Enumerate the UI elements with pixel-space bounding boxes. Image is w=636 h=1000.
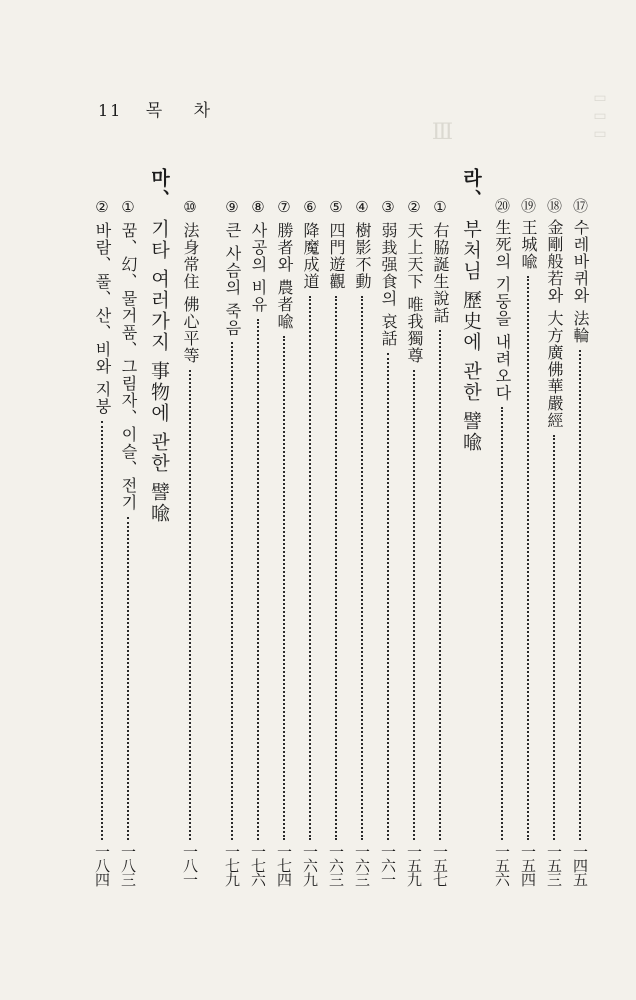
entry-number: ⑤: [327, 198, 345, 216]
entry-page: 一八三: [119, 844, 137, 886]
section-label: 마、: [148, 168, 170, 210]
dot-leader: [413, 370, 415, 840]
entry-number: ③: [379, 198, 397, 216]
dot-leader: [439, 330, 441, 840]
toc-entry[interactable]: [350, 198, 374, 886]
page-header: [98, 96, 234, 121]
entry-page: 一八一: [181, 844, 199, 886]
section-label: 라、: [460, 168, 482, 210]
header-title-b: 차: [193, 101, 213, 121]
toc-entry[interactable]: [324, 198, 348, 886]
dot-leader: [189, 370, 191, 840]
dot-leader: [127, 517, 129, 840]
dot-leader: [335, 296, 337, 840]
entry-page: 一五三: [545, 844, 563, 886]
dot-leader: [553, 435, 555, 840]
entry-page: 一六九: [301, 844, 319, 886]
entry-page: 一六一: [379, 844, 397, 886]
entry-page: 一六三: [353, 844, 371, 886]
dot-leader: [361, 296, 363, 840]
entry-number: ⑱: [545, 198, 563, 213]
entry-page: 一七四: [275, 844, 293, 886]
entry-number: ⑩: [181, 198, 199, 216]
entry-number: ⑳: [493, 198, 511, 213]
entry-page: 一八四: [93, 844, 111, 886]
toc-entry[interactable]: [272, 198, 296, 886]
entry-number: ⑥: [301, 198, 319, 216]
toc-entry[interactable]: [90, 198, 114, 886]
entry-title: 바람、풀、산、비와 지붕: [93, 222, 112, 416]
dot-leader: [231, 342, 233, 840]
entry-title: 天上天下 唯我獨尊: [405, 222, 424, 365]
toc-entry[interactable]: [402, 198, 426, 886]
toc-entry[interactable]: [490, 198, 514, 886]
entry-title: 수레바퀴와 法輪: [571, 219, 590, 345]
section-title: 부처님 歷史에 관한 譬喩: [460, 218, 482, 453]
section-heading-ra: [458, 168, 485, 453]
entry-number: ①: [119, 198, 137, 216]
entry-number: ②: [405, 198, 423, 216]
page-number: 11: [98, 101, 123, 120]
dot-leader: [283, 336, 285, 840]
dot-leader: [257, 319, 259, 840]
entry-title: 꿈、幻、물거품、그림자、이슬、전기: [119, 222, 138, 511]
entry-page: 一五六: [493, 844, 511, 886]
bleed-through-text: Ⅲ: [430, 120, 455, 147]
entry-title: 樹影不動: [353, 222, 372, 290]
toc-entry[interactable]: [542, 198, 566, 886]
entry-title: 右脇誕生說話: [431, 222, 450, 324]
entry-number: ⑦: [275, 198, 293, 216]
entry-title: 弱㦳强食의 哀話: [379, 222, 398, 348]
entry-title: 큰 사슴의 죽음: [223, 222, 242, 337]
entry-page: 一六三: [327, 844, 345, 886]
entry-number: ⑰: [571, 198, 589, 213]
dot-leader: [579, 350, 581, 840]
toc-entry[interactable]: [516, 198, 540, 886]
entry-number: ②: [93, 198, 111, 216]
entry-page: 一五四: [519, 844, 537, 886]
entry-number: ④: [353, 198, 371, 216]
entry-title: 四門遊觀: [327, 222, 346, 290]
entry-title: 사공의 비유: [249, 222, 268, 314]
entry-title: 生死의 기둥을 내려오다: [493, 219, 512, 402]
entry-page: 一五七: [431, 844, 449, 886]
toc-entry[interactable]: [568, 198, 592, 886]
toc-entry[interactable]: [220, 198, 244, 886]
entry-title: 金剛般若와 大方廣佛華嚴經: [545, 219, 564, 430]
entry-number: ⑨: [223, 198, 241, 216]
entry-page: 一七六: [249, 844, 267, 886]
dot-leader: [309, 296, 311, 840]
toc-entry[interactable]: [376, 198, 400, 886]
entry-title: 法身常住 佛心平等: [181, 222, 200, 365]
entry-title: 降魔成道: [301, 222, 320, 290]
entry-number: ⑲: [519, 198, 537, 213]
entry-number: ⑧: [249, 198, 267, 216]
entry-title: 勝者와 農者喩: [275, 222, 294, 331]
toc-entry[interactable]: [298, 198, 322, 886]
section-title: 기타 여러가지 事物에 관한 譬喩: [148, 218, 170, 524]
section-heading-ma: [146, 168, 173, 524]
dot-leader: [501, 407, 503, 840]
bleed-through-text: ▭▭▭: [592, 90, 608, 144]
toc-entry[interactable]: [428, 198, 452, 886]
toc-entry[interactable]: [116, 198, 140, 886]
entry-page: 一七九: [223, 844, 241, 886]
dot-leader: [101, 421, 103, 840]
entry-page: 一五九: [405, 844, 423, 886]
toc-entry[interactable]: [178, 198, 202, 886]
dot-leader: [387, 353, 389, 840]
entry-number: ①: [431, 198, 449, 216]
entry-title: 王城喩: [519, 219, 538, 270]
dot-leader: [527, 276, 529, 840]
toc-entry[interactable]: [246, 198, 270, 886]
header-title-a: 목: [145, 101, 165, 121]
entry-page: 一四五: [571, 844, 589, 886]
